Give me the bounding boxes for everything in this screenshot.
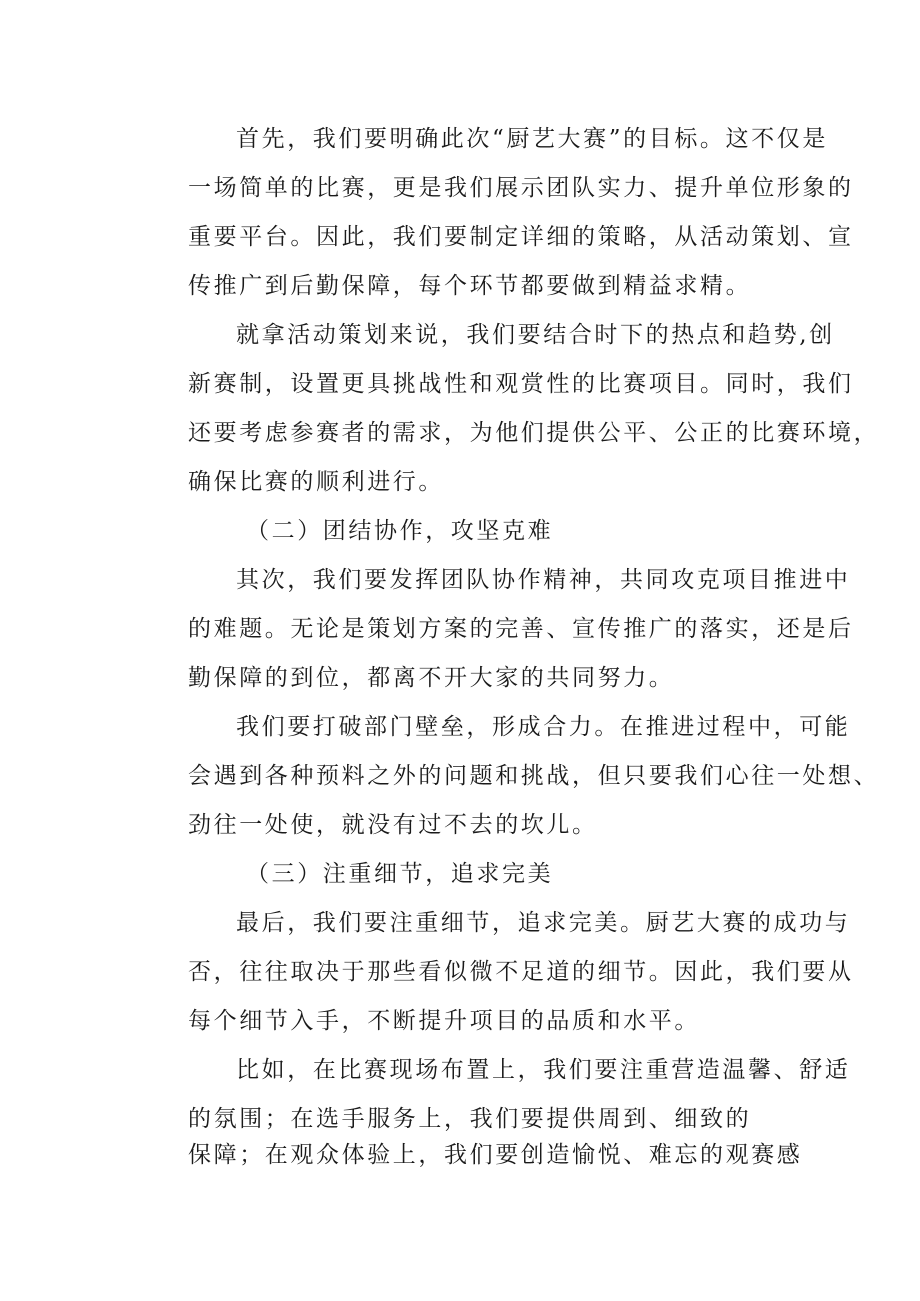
paragraph-1-line-3: 重要平台。因此，我们要制定详细的策略，从活动策划、宣 bbox=[188, 224, 854, 250]
paragraph-1-line-1: 首先，我们要明确此次“厨艺大赛”的目标。这不仅是 bbox=[236, 126, 828, 152]
paragraph-3-line-1: 其次，我们要发挥团队协作精神，共同攻克项目推进中 bbox=[236, 567, 851, 593]
paragraph-5-line-3: 每个细节入手，不断提升项目的品质和水平。 bbox=[188, 1008, 700, 1034]
paragraph-6-line-1: 比如，在比赛现场布置上，我们要注重营造温馨、舒适 bbox=[236, 1057, 851, 1083]
section-heading-3: （三）注重细节，追求完美 bbox=[246, 861, 554, 887]
paragraph-2-line-4: 确保比赛的顺利进行。 bbox=[188, 469, 444, 495]
paragraph-4-line-2: 会遇到各种预料之外的问题和挑战，但只要我们心往一处想、 bbox=[188, 763, 880, 789]
paragraph-3-line-2: 的难题。无论是策划方案的完善、宣传推广的落实，还是后 bbox=[188, 616, 854, 642]
paragraph-1-line-2: 一场简单的比赛，更是我们展示团队实力、提升单位形象的 bbox=[188, 175, 854, 201]
paragraph-2-line-3: 还要考虑参赛者的需求，为他们提供公平、公正的比赛环境， bbox=[188, 420, 880, 446]
paragraph-3-line-3: 勤保障的到位，都离不开大家的共同努力。 bbox=[188, 665, 675, 691]
paragraph-5-line-2: 否，往往取决于那些看似微不足道的细节。因此，我们要从 bbox=[188, 959, 854, 985]
paragraph-4-line-1: 我们要打破部门壁垒，形成合力。在推进过程中，可能 bbox=[236, 714, 851, 740]
section-heading-2: （二）团结协作，攻坚克难 bbox=[246, 518, 554, 544]
paragraph-6-line-3: 保障；在观众体验上，我们要创造愉悦、难忘的观赛感 bbox=[188, 1142, 803, 1168]
paragraph-1-line-4: 传推广到后勤保障，每个环节都要做到精益求精。 bbox=[188, 273, 752, 299]
paragraph-2-line-1: 就拿活动策划来说，我们要结合时下的热点和趋势,创 bbox=[236, 322, 835, 348]
paragraph-6-line-2: 的氛围；在选手服务上，我们要提供周到、细致的 bbox=[188, 1106, 752, 1132]
paragraph-5-line-1: 最后，我们要注重细节，追求完美。厨艺大赛的成功与 bbox=[236, 910, 851, 936]
paragraph-2-line-2: 新赛制，设置更具挑战性和观赏性的比赛项目。同时，我们 bbox=[188, 371, 854, 397]
paragraph-4-line-3: 劲往一处使，就没有过不去的坎儿。 bbox=[188, 812, 598, 838]
